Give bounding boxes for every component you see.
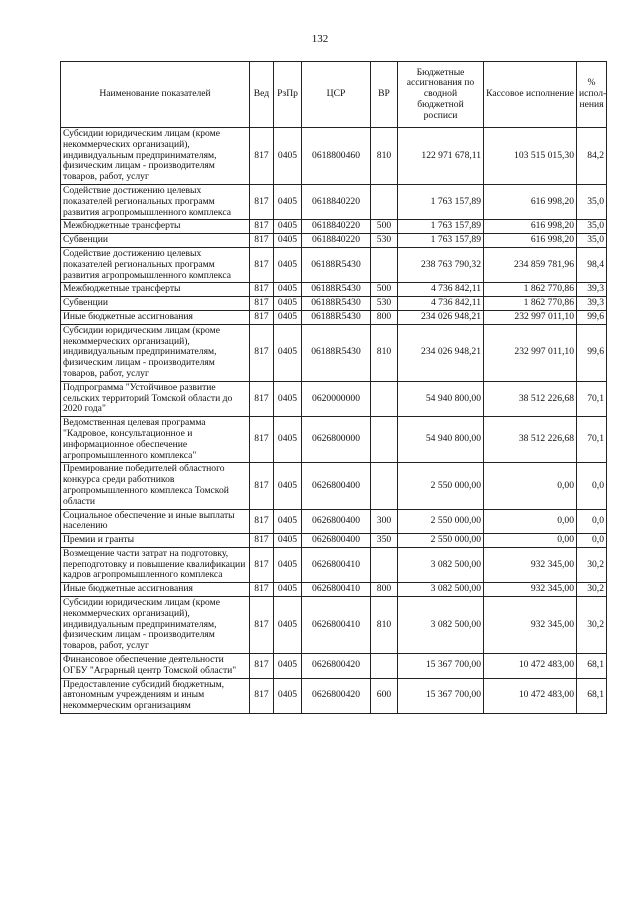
cell-rzpr: 0405 xyxy=(274,128,302,185)
cell-vr: 500 xyxy=(371,283,398,297)
cell-percent: 0,0 xyxy=(577,534,607,548)
cell-csr: 06188R5430 xyxy=(302,247,371,282)
cell-rzpr: 0405 xyxy=(274,324,302,381)
cell-cash: 616 998,20 xyxy=(484,220,577,234)
cell-cash: 10 472 483,00 xyxy=(484,654,577,679)
cell-csr: 0626800400 xyxy=(302,534,371,548)
cell-csr: 06188R5430 xyxy=(302,324,371,381)
cell-percent: 35,0 xyxy=(577,184,607,219)
cell-ved: 817 xyxy=(250,310,274,324)
cell-rzpr: 0405 xyxy=(274,583,302,597)
cell-percent: 0,0 xyxy=(577,509,607,534)
cell-name: Межбюджетные трансферты xyxy=(61,283,250,297)
cell-ved: 817 xyxy=(250,283,274,297)
cell-percent: 68,1 xyxy=(577,654,607,679)
cell-rzpr: 0405 xyxy=(274,534,302,548)
cell-budget: 3 082 500,00 xyxy=(398,597,484,654)
table-row xyxy=(61,417,607,463)
table-row xyxy=(61,547,607,582)
cell-rzpr: 0405 xyxy=(274,463,302,509)
cell-budget: 54 940 800,00 xyxy=(398,417,484,463)
cell-percent: 98,4 xyxy=(577,247,607,282)
table-row xyxy=(61,597,607,654)
cell-name: Субвенции xyxy=(61,234,250,248)
cell-name: Субсидии юридическим лицам (кроме некоммерческих организаций), индивидуальным предпринимателям, физическим лицам - производителям товаров, работ, услуг xyxy=(61,597,250,654)
cell-ved: 817 xyxy=(250,547,274,582)
table-header-row xyxy=(61,62,607,128)
cell-budget: 4 736 842,11 xyxy=(398,283,484,297)
cell-cash: 232 997 011,10 xyxy=(484,310,577,324)
cell-vr xyxy=(371,547,398,582)
cell-percent: 84,2 xyxy=(577,128,607,185)
table-row xyxy=(61,534,607,548)
table-row xyxy=(61,234,607,248)
cell-name: Субсидии юридическим лицам (кроме некоммерческих организаций), индивидуальным предпринимателям, физическим лицам - производителям товаров, работ, услуг xyxy=(61,128,250,185)
cell-budget: 4 736 842,11 xyxy=(398,297,484,311)
cell-rzpr: 0405 xyxy=(274,381,302,416)
cell-name: Субвенции xyxy=(61,297,250,311)
cell-ved: 817 xyxy=(250,247,274,282)
cell-vr xyxy=(371,247,398,282)
column-header-rzpr: РзПр xyxy=(274,62,302,128)
cell-cash: 932 345,00 xyxy=(484,597,577,654)
table-row xyxy=(61,310,607,324)
cell-percent: 68,1 xyxy=(577,678,607,713)
cell-ved: 817 xyxy=(250,128,274,185)
column-header-name: Наименование показателей xyxy=(61,62,250,128)
cell-name: Иные бюджетные ассигнования xyxy=(61,310,250,324)
cell-ved: 817 xyxy=(250,583,274,597)
column-header-percent: % испол-нения xyxy=(577,62,607,128)
cell-budget: 2 550 000,00 xyxy=(398,463,484,509)
cell-csr: 06188R5430 xyxy=(302,297,371,311)
cell-csr: 0626800420 xyxy=(302,678,371,713)
cell-budget: 3 082 500,00 xyxy=(398,547,484,582)
cell-csr: 0626800410 xyxy=(302,547,371,582)
cell-name: Возмещение части затрат на подготовку, переподготовку и повышение квалификации кадров агропромышленного комплекса xyxy=(61,547,250,582)
cell-name: Социальное обеспечение и иные выплаты населению xyxy=(61,509,250,534)
column-header-csr: ЦСР xyxy=(302,62,371,128)
cell-ved: 817 xyxy=(250,220,274,234)
cell-ved: 817 xyxy=(250,417,274,463)
table-row xyxy=(61,283,607,297)
table-row xyxy=(61,654,607,679)
table-row xyxy=(61,247,607,282)
cell-csr: 0626800420 xyxy=(302,654,371,679)
cell-cash: 0,00 xyxy=(484,463,577,509)
cell-name: Иные бюджетные ассигнования xyxy=(61,583,250,597)
cell-name: Содействие достижению целевых показателей региональных программ развития агропромышленного комплекса xyxy=(61,247,250,282)
cell-ved: 817 xyxy=(250,324,274,381)
cell-percent: 39,3 xyxy=(577,297,607,311)
cell-ved: 817 xyxy=(250,234,274,248)
cell-vr xyxy=(371,184,398,219)
cell-name: Субсидии юридическим лицам (кроме некоммерческих организаций), индивидуальным предпринимателям, физическим лицам - производителям товаров, работ, услуг xyxy=(61,324,250,381)
cell-ved: 817 xyxy=(250,509,274,534)
cell-cash: 616 998,20 xyxy=(484,234,577,248)
cell-ved: 817 xyxy=(250,678,274,713)
cell-cash: 932 345,00 xyxy=(484,547,577,582)
cell-ved: 817 xyxy=(250,381,274,416)
cell-budget: 54 940 800,00 xyxy=(398,381,484,416)
cell-rzpr: 0405 xyxy=(274,220,302,234)
cell-budget: 234 026 948,21 xyxy=(398,310,484,324)
cell-cash: 616 998,20 xyxy=(484,184,577,219)
cell-rzpr: 0405 xyxy=(274,247,302,282)
cell-percent: 35,0 xyxy=(577,220,607,234)
cell-rzpr: 0405 xyxy=(274,654,302,679)
cell-cash: 0,00 xyxy=(484,534,577,548)
cell-csr: 0618840220 xyxy=(302,184,371,219)
cell-budget: 15 367 700,00 xyxy=(398,678,484,713)
cell-vr: 350 xyxy=(371,534,398,548)
cell-rzpr: 0405 xyxy=(274,547,302,582)
cell-cash: 38 512 226,68 xyxy=(484,381,577,416)
cell-cash: 932 345,00 xyxy=(484,583,577,597)
cell-vr xyxy=(371,417,398,463)
cell-csr: 0626800400 xyxy=(302,509,371,534)
cell-rzpr: 0405 xyxy=(274,234,302,248)
cell-name: Межбюджетные трансферты xyxy=(61,220,250,234)
cell-vr: 810 xyxy=(371,597,398,654)
cell-budget: 2 550 000,00 xyxy=(398,534,484,548)
cell-budget: 2 550 000,00 xyxy=(398,509,484,534)
cell-percent: 39,3 xyxy=(577,283,607,297)
cell-percent: 70,1 xyxy=(577,417,607,463)
cell-cash: 0,00 xyxy=(484,509,577,534)
cell-csr: 0618840220 xyxy=(302,234,371,248)
cell-cash: 103 515 015,30 xyxy=(484,128,577,185)
table-body xyxy=(61,128,607,714)
table-row xyxy=(61,184,607,219)
cell-budget: 238 763 790,32 xyxy=(398,247,484,282)
cell-rzpr: 0405 xyxy=(274,678,302,713)
table-row xyxy=(61,220,607,234)
cell-rzpr: 0405 xyxy=(274,310,302,324)
cell-cash: 1 862 770,86 xyxy=(484,297,577,311)
cell-name: Финансовое обеспечение деятельности ОГБУ "Аграрный центр Томской области" xyxy=(61,654,250,679)
cell-csr: 0626800000 xyxy=(302,417,371,463)
cell-csr: 06188R5430 xyxy=(302,283,371,297)
cell-csr: 06188R5430 xyxy=(302,310,371,324)
column-header-cash: Кассовое исполнение xyxy=(484,62,577,128)
cell-rzpr: 0405 xyxy=(274,597,302,654)
cell-csr: 0618840220 xyxy=(302,220,371,234)
cell-vr: 800 xyxy=(371,583,398,597)
cell-csr: 0626800400 xyxy=(302,463,371,509)
cell-cash: 10 472 483,00 xyxy=(484,678,577,713)
table-row xyxy=(61,678,607,713)
cell-vr: 810 xyxy=(371,324,398,381)
cell-csr: 0620000000 xyxy=(302,381,371,416)
cell-name: Содействие достижению целевых показателей региональных программ развития агропромышленного комплекса xyxy=(61,184,250,219)
cell-rzpr: 0405 xyxy=(274,184,302,219)
column-header-vr: ВР xyxy=(371,62,398,128)
column-header-ved: Вед xyxy=(250,62,274,128)
column-header-budget: Бюджетные ассигнования по сводной бюджетной росписи xyxy=(398,62,484,128)
cell-vr: 300 xyxy=(371,509,398,534)
cell-vr: 600 xyxy=(371,678,398,713)
cell-percent: 30,2 xyxy=(577,547,607,582)
cell-csr: 0626800410 xyxy=(302,597,371,654)
cell-csr: 0618800460 xyxy=(302,128,371,185)
page-number: 132 xyxy=(311,33,329,45)
cell-vr xyxy=(371,463,398,509)
table-row xyxy=(61,463,607,509)
cell-cash: 38 512 226,68 xyxy=(484,417,577,463)
table-row xyxy=(61,324,607,381)
table-row xyxy=(61,509,607,534)
cell-percent: 99,6 xyxy=(577,310,607,324)
cell-ved: 817 xyxy=(250,534,274,548)
cell-vr: 530 xyxy=(371,297,398,311)
cell-budget: 234 026 948,21 xyxy=(398,324,484,381)
cell-rzpr: 0405 xyxy=(274,509,302,534)
cell-percent: 30,2 xyxy=(577,583,607,597)
table-row xyxy=(61,583,607,597)
cell-name: Премирование победителей областного конкурса среди работников агропромышленного комплекса Томской области xyxy=(61,463,250,509)
cell-csr: 0626800410 xyxy=(302,583,371,597)
table-row xyxy=(61,128,607,185)
cell-rzpr: 0405 xyxy=(274,417,302,463)
cell-budget: 1 763 157,89 xyxy=(398,184,484,219)
cell-vr xyxy=(371,654,398,679)
budget-execution-table xyxy=(60,61,607,714)
cell-name: Предоставление субсидий бюджетным, автономным учреждениям и иным некоммерческим организациям xyxy=(61,678,250,713)
cell-budget: 15 367 700,00 xyxy=(398,654,484,679)
cell-ved: 817 xyxy=(250,184,274,219)
cell-budget: 3 082 500,00 xyxy=(398,583,484,597)
cell-name: Ведомственная целевая программа "Кадровое, консультационное и информационное обеспечение агропромышленного комплекса" xyxy=(61,417,250,463)
table-row xyxy=(61,381,607,416)
cell-percent: 70,1 xyxy=(577,381,607,416)
cell-budget: 122 971 678,11 xyxy=(398,128,484,185)
table-row xyxy=(61,297,607,311)
cell-ved: 817 xyxy=(250,463,274,509)
cell-percent: 30,2 xyxy=(577,597,607,654)
cell-vr xyxy=(371,381,398,416)
cell-name: Подпрограмма "Устойчивое развитие сельских территорий Томской области до 2020 года" xyxy=(61,381,250,416)
cell-cash: 1 862 770,86 xyxy=(484,283,577,297)
cell-vr: 800 xyxy=(371,310,398,324)
cell-percent: 35,0 xyxy=(577,234,607,248)
cell-vr: 530 xyxy=(371,234,398,248)
cell-percent: 99,6 xyxy=(577,324,607,381)
cell-vr: 810 xyxy=(371,128,398,185)
cell-rzpr: 0405 xyxy=(274,283,302,297)
cell-rzpr: 0405 xyxy=(274,297,302,311)
cell-percent: 0,0 xyxy=(577,463,607,509)
cell-ved: 817 xyxy=(250,597,274,654)
cell-ved: 817 xyxy=(250,297,274,311)
cell-budget: 1 763 157,89 xyxy=(398,234,484,248)
cell-budget: 1 763 157,89 xyxy=(398,220,484,234)
cell-cash: 232 997 011,10 xyxy=(484,324,577,381)
cell-ved: 817 xyxy=(250,654,274,679)
cell-vr: 500 xyxy=(371,220,398,234)
cell-cash: 234 859 781,96 xyxy=(484,247,577,282)
cell-name: Премии и гранты xyxy=(61,534,250,548)
